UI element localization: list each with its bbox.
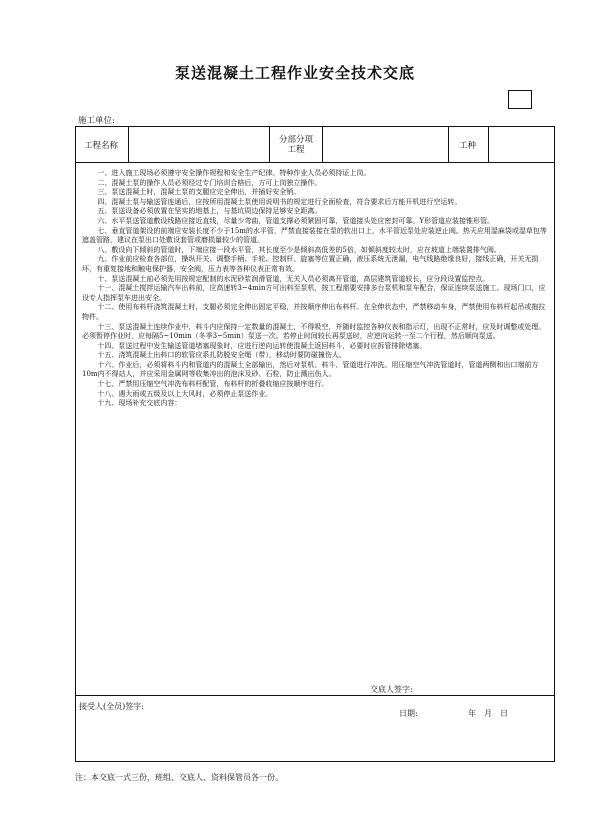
disclosure-item: 五、泵送设备必须放置在坚实的地基上，与基坑周边保持足够安全距离。	[97, 207, 322, 216]
disclosure-form	[75, 126, 555, 762]
date-label: 日期:	[399, 709, 418, 718]
receiver-signature-section[interactable]	[76, 696, 554, 717]
sub-project-field[interactable]	[323, 127, 448, 162]
project-name-label: 工程名称	[84, 140, 119, 151]
disclosure-item: 十一、混凝土搅拌运输汽车出料前，应高速转3~4min方可出料至泵机，按工程需要安排多台泵机和泵车配合，保证连续泵送施工。现场门口，应设专人指挥泵车进出安全。	[82, 284, 546, 302]
project-name-field[interactable]	[129, 127, 269, 162]
divider	[448, 127, 449, 162]
page-title: 泵送混凝土工程作业安全技术交底	[174, 64, 415, 82]
trade-field[interactable]	[489, 127, 555, 162]
disclosure-item: 十三、泵送混凝土连续作业中，料斗内应保持一定数量的混凝土，不得吸空，并随时监控各种仪表和指示灯，出现不正常时，应及时调整或处理。必须暂停作业时，应每隔5~10min（冬季3~5min）泵送一次。若停止时间较长再泵送时，应逆向运转一至二个行程，然后顺向泵送。	[82, 322, 546, 341]
sub-project-label	[270, 127, 322, 162]
footnote: 注：本交底一式三份，班组、交底人、资料保管员各一份。	[75, 773, 283, 782]
disclosure-item: 十、泵送混凝土前必须先用按规定配制的水泥砂浆润滑管道，无关人员必须离开管道，高层建筑管道较长，应分段设置监控点。	[97, 274, 490, 283]
disclosure-item: 九、作业前应检查各部位，操纵开关、调整手柄、手轮、控制杆、旋塞等位置正确，液压系统无泄漏，电气线路绝缘良好，接线正确，开关无损坏，有重复接地和触电保护器，安全阀，压力表等各种仪表正常有效。	[82, 255, 539, 273]
disclosure-item: 十七、严禁用压缩空气冲洗布料杆配管，布料杆的折叠收缩应按顺序进行。	[97, 380, 329, 389]
disclosure-item: 四、混凝土泵与输送管连通后，应按所用混凝土泵使用说明书的规定进行全面检查，符合要求后方能开机进行空运转。	[97, 197, 462, 206]
sub-project-label-line1: 分部分项	[278, 134, 313, 145]
disclosure-item: 六、水平泵送管道敷设线路应接近直线，尽量少弯曲，管道支撑必须紧固可靠，管道接头处应密封可靠。Y形管道应装接锥形管。	[97, 216, 495, 225]
form-header-row	[76, 127, 554, 163]
disclosure-item: 一、进入施工现场必须遵守安全操作规程和安全生产纪律。特种作业人员必须持证上岗。	[97, 169, 371, 177]
receiver-signature-label: 接受人(全员)签字:	[79, 702, 144, 711]
disclosure-item: 十八、遇大雨或五级及以上大风时，必须停止泵送作业。	[97, 389, 273, 398]
trade-label: 工种	[459, 140, 477, 151]
disclosure-item: 十九、现场补充交底内容：	[97, 399, 182, 408]
construction-unit-label: 施工单位:	[78, 116, 115, 126]
disclosure-item: 三、泵送混凝土时，混凝土泵的支腿应完全伸出，并插好安全销。	[97, 188, 301, 197]
sub-project-label-line2: 工程	[287, 144, 305, 155]
disclosure-item: 十四、泵送过程中发生输送管道堵塞现象时，应进行逆向运转使混凝土返回料斗，必要时应拆管排除堵塞。	[97, 341, 427, 350]
disclosure-item: 二、混凝土泵的操作人员必须经过专门培训合格后，方可上岗独立操作。	[97, 178, 322, 187]
disclosure-item: 七、垂直管道架设的前端应安装长度不少于15m的水平管，严禁直接装接在泵的软出口上，水平管近泵处应装逆止阀。热天应用湿麻袋或湿草包等遮盖管路，建议在泵出口处敷设套管或磨损量较少的管道。	[82, 226, 547, 245]
disclosure-item: 十六、作业后，必须将料斗内和管道内的混凝土全部输出，然后对泵机、料斗、管道进行冲洗。用压缩空气冲洗管道时，管道两侧和出口端前方10m内不得站人，并应采用金属网等收集冲出的泡沫及砂、石粒，防止溅出伤人。	[82, 360, 539, 379]
document-code-box	[508, 90, 532, 109]
disclosure-item: 十二、使用布料杆浇筑混凝土时，支腿必须完全伸出固定平稳，并按顺序伸出布料杆。在全伸状态中，严禁移动车身，严禁使用布料杆起吊或拖拉物件。	[82, 303, 546, 321]
disclosure-item: 十五、浇筑混凝土出料口的软管应系扎防脱安全绳（带），移动时要防碰撞伤人。	[97, 351, 346, 360]
disclosure-item: 八、敷设向下倾斜的管道时，下端应接一段水平管，其长度至少是倾斜高低差的5倍，如倾斜度较太时，应在坡道上端装置排气阀。	[97, 245, 501, 254]
date-units: 年 月 日	[468, 709, 508, 718]
discloser-signature-label: 交底人签字:	[370, 685, 413, 694]
